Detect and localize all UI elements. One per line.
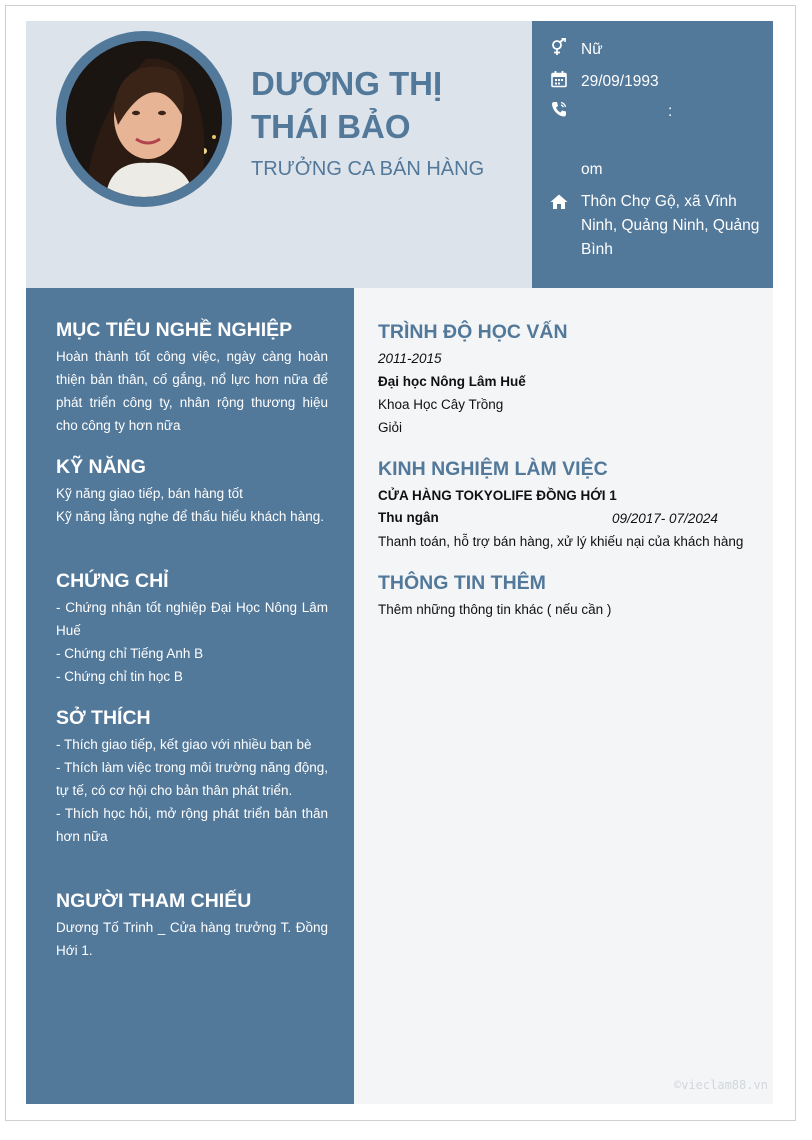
references-heading: NGƯỜI THAM CHIẾU <box>56 890 252 912</box>
experience-position: Thu ngân <box>378 510 439 525</box>
gender-icon <box>550 38 568 56</box>
experience-description: Thanh toán, hỗ trợ bán hàng, xử lý khiếu nại của khách hàng <box>378 534 744 549</box>
education-period: 2011-2015 <box>378 351 442 366</box>
calendar-icon <box>550 70 568 88</box>
hobby-item: - Thích học hỏi, mở rộng phát triển bản thân hơn nữa <box>56 806 328 844</box>
name-line-2: THÁI BẢO <box>251 108 411 145</box>
left-column <box>26 288 354 1104</box>
hobbies-list <box>56 733 328 848</box>
objective-text: Hoàn thành tốt công việc, ngày càng hoàn thiện bản thân, cố gắng, nổ lực hơn nữa để phát triển công ty, nhân rộng thương hiệu cho công ty hơn nữa <box>56 349 328 433</box>
certificate-item: - Chứng nhận tốt nghiệp Đại Học Nông Lâm Huế <box>56 600 328 638</box>
right-column <box>354 288 773 1104</box>
phone-icon <box>550 100 568 118</box>
watermark: ©vieclam88.vn <box>674 1078 768 1092</box>
email-text: om <box>581 161 603 178</box>
additional-text: Thêm những thông tin khác ( nếu cần ) <box>378 602 612 617</box>
profile-photo <box>66 41 222 197</box>
certificates-list <box>56 596 328 688</box>
certificates-heading: CHỨNG CHỈ <box>56 570 169 592</box>
experience-heading: KINH NGHIỆM LÀM VIỆC <box>378 458 608 480</box>
gender-text: Nữ <box>581 41 603 58</box>
hobby-item: - Thích giao tiếp, kết giao với nhiều bạn bè <box>56 737 312 752</box>
skills-list <box>56 482 328 528</box>
phone-text: : <box>668 103 673 120</box>
additional-heading: THÔNG TIN THÊM <box>378 572 546 594</box>
skills-heading: KỸ NĂNG <box>56 456 146 478</box>
home-icon <box>550 193 568 211</box>
objective-heading: MỤC TIÊU NGHỀ NGHIỆP <box>56 319 293 341</box>
address-text: Thôn Chợ Gộ, xã Vĩnh Ninh, Quảng Ninh, Quảng Bình <box>581 193 760 258</box>
birthdate-text: 29/09/1993 <box>581 73 659 90</box>
references-text: Dương Tố Trinh _ Cửa hàng trưởng T. Đồng Hới 1. <box>56 920 328 958</box>
name-line-1: DƯƠNG THỊ <box>251 65 443 102</box>
skill-item: Kỹ năng giao tiếp, bán hàng tốt <box>56 486 243 501</box>
candidate-name <box>251 62 442 148</box>
job-title: TRƯỞNG CA BÁN HÀNG <box>251 158 485 180</box>
avatar <box>56 31 232 207</box>
portrait-image <box>66 41 222 197</box>
education-grade: Giỏi <box>378 420 403 435</box>
education-heading: TRÌNH ĐỘ HỌC VẤN <box>378 321 568 343</box>
certificate-item: - Chứng chỉ tin học B <box>56 669 183 684</box>
certificate-item: - Chứng chỉ Tiếng Anh B <box>56 646 204 661</box>
education-major: Khoa Học Cây Trồng <box>378 397 504 412</box>
experience-company: CỬA HÀNG TOKYOLIFE ĐỒNG HỚI 1 <box>378 488 617 503</box>
education-school: Đại học Nông Lâm Huế <box>378 374 526 389</box>
contact-panel <box>532 21 773 288</box>
experience-period: 09/2017- 07/2024 <box>612 511 718 526</box>
hobby-item: - Thích làm việc trong môi trường năng động, tự tế, có cơ hội cho bản thân phát triển. <box>56 760 328 798</box>
skill-item: Kỹ năng lằng nghe để thấu hiểu khách hàng. <box>56 509 324 524</box>
hobbies-heading: SỞ THÍCH <box>56 707 151 729</box>
